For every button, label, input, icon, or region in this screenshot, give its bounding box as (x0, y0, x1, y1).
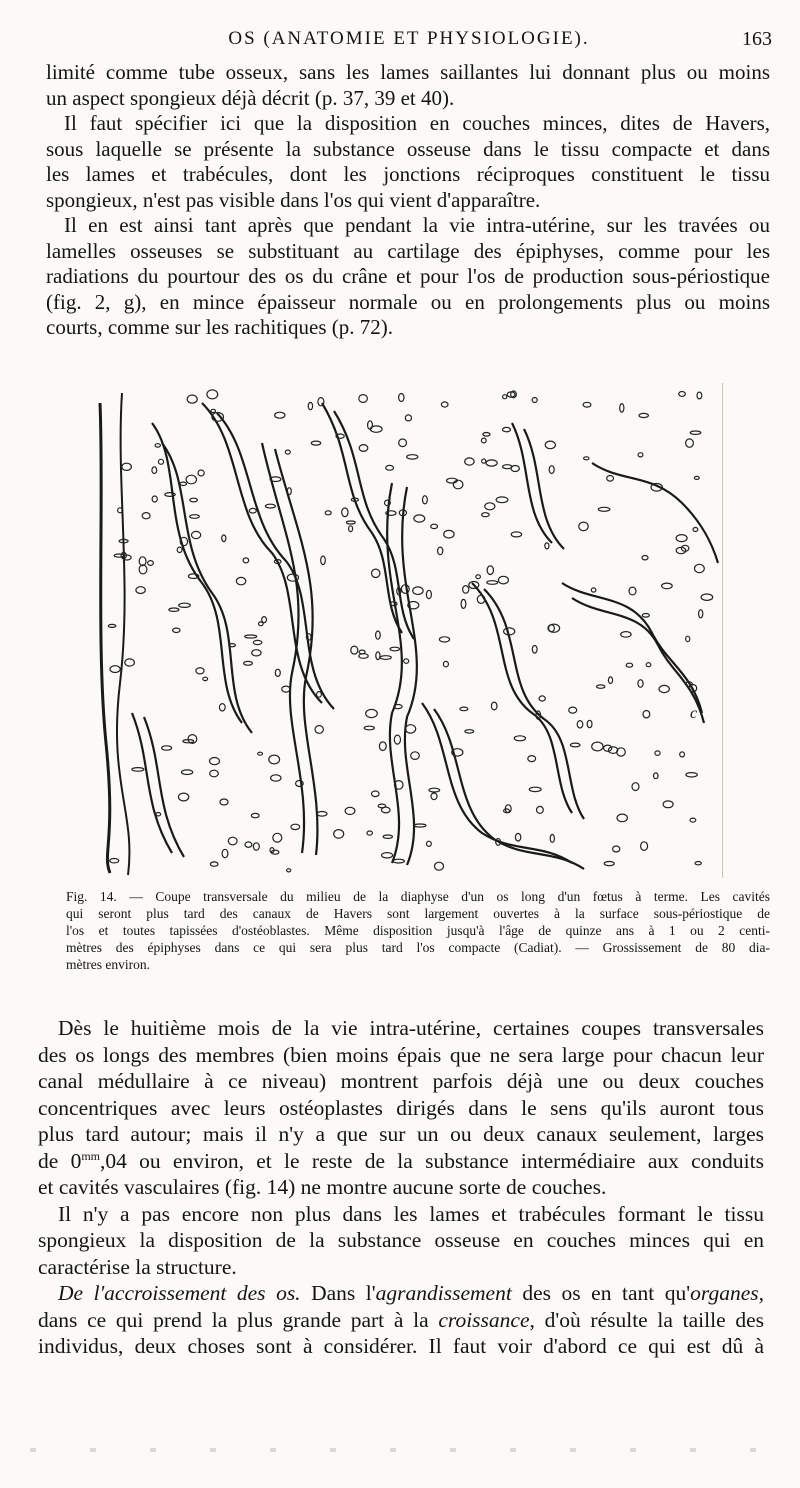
osteoblast-cell (210, 862, 218, 866)
osteoblast-cell (487, 581, 498, 585)
osteoblast-cell (545, 441, 555, 449)
osteoblast-cell (190, 498, 198, 502)
osteoblast-cell (476, 575, 481, 579)
osteoblast-cell (465, 730, 474, 733)
osteoblast-cell (152, 467, 157, 474)
osteoblast-cell (404, 659, 409, 663)
osteoblast-cell (699, 610, 703, 618)
running-title: OS (ANATOMIE ET PHYSIOLOGIE). (228, 28, 590, 49)
osteoblast-cell (662, 583, 673, 589)
osteoblast-cell (378, 804, 386, 808)
osteoblast-cell (695, 564, 705, 572)
osteoblast-cell (203, 677, 208, 680)
osteoblast-cell (282, 686, 290, 692)
osteoblast-cell (591, 588, 596, 592)
osteoblast-cell (577, 721, 583, 728)
text-line: radiations du pourtour des os du crâne et pour l'os de production sous-périostique (46, 264, 770, 288)
osteoblast-cell (604, 745, 612, 751)
osteoblast-cell (156, 813, 161, 816)
osteoblast-cell (219, 704, 225, 711)
osteoblast-cell (431, 793, 437, 800)
text-line: Dès le huitième mois de la vie intra-utérine, certaines coupes transversales (58, 1016, 764, 1040)
osteoblast-cell (503, 395, 507, 399)
osteoblast-cell (394, 735, 400, 744)
osteoblast-cell (549, 466, 554, 474)
osteoblast-cell (187, 395, 197, 403)
osteoblast-cell (271, 775, 281, 781)
osteoblast-cell (285, 450, 290, 454)
osteoblast-cell (139, 557, 146, 566)
osteoblast-cell (444, 530, 454, 538)
osteoblast-cell (607, 476, 614, 482)
osteoblast-cell (643, 711, 650, 718)
osteoblast-cell (690, 818, 696, 822)
osteoblast-cell (342, 508, 348, 517)
osteoblast-cell (198, 470, 204, 476)
osteoblast-cell (269, 755, 280, 764)
osteoblast-cell (245, 842, 252, 847)
osteoblast-cell (604, 862, 614, 866)
osteoblast-cell (345, 807, 355, 814)
osteoblast-cell (317, 692, 322, 698)
osteoblast-cell (349, 526, 353, 532)
osteoblast-cell (515, 833, 520, 841)
osteoblast-cell (275, 669, 280, 676)
osteoblast-cell (632, 783, 639, 791)
text-line: les lames et trabécules, dont les jonctions réciproques constituent le tissu (46, 162, 770, 186)
osteoblast-cell (253, 843, 259, 850)
osteoblast-cell (431, 524, 438, 528)
text-line: De l'accroissement des os. Dans l'agrandissement des os en tant qu'organes, (58, 1281, 764, 1305)
osteoblast-cell (380, 656, 391, 660)
text-line: des os longs des membres (bien moins épais que ne sera large pour chacun leur (38, 1042, 764, 1067)
osteoblast-cell (273, 833, 282, 842)
osteoblast-cell (539, 696, 545, 701)
osteoblast-cell (598, 507, 610, 511)
osteoblast-cell (182, 770, 193, 775)
osteoblast-cell (629, 587, 636, 595)
osteoblast-cell (390, 647, 399, 651)
osteoblast-cell (438, 547, 443, 555)
osteoblast-cell (503, 465, 512, 469)
osteoblast-cell (177, 547, 182, 552)
osteoblast-cell (532, 398, 537, 403)
osteoblast-cell (441, 402, 448, 407)
osteoblast-cell (152, 496, 157, 502)
osteoblast-cell (321, 556, 326, 565)
osteoblast-cell (244, 661, 253, 665)
osteoblast-cell (275, 412, 285, 418)
osteoblast-cell (695, 862, 701, 865)
osteoblast-cell (110, 859, 119, 863)
osteoblast-cell (211, 409, 216, 412)
osteoblast-cell (597, 685, 605, 688)
osteoblast-cell (252, 650, 261, 656)
osteoblast-cell (465, 458, 474, 465)
bone-section-drawing (92, 383, 722, 878)
page-footer-marks (30, 1448, 770, 1452)
osteoblast-cell (359, 395, 368, 403)
osteoblast-cell (253, 640, 262, 644)
osteoblast-cell (511, 532, 521, 537)
osteoblast-cell (435, 862, 444, 870)
osteoblast-cell (207, 390, 218, 399)
osteoblast-cell (346, 521, 355, 524)
osteoblast-cell (537, 806, 544, 813)
osteoblast-cell (265, 504, 275, 508)
caption-line: mètres des épiphyses dans ce qui sera plus tard l'os compacte (Cadiat). — Grossissement de 80 dia- (66, 940, 770, 955)
osteoblast-cell (386, 465, 394, 470)
osteoblast-cell (638, 680, 643, 688)
osteoblast-cell (439, 637, 449, 642)
osteoblast-cell (180, 482, 187, 485)
osteoblast-cell (414, 515, 425, 522)
osteoblast-cell (382, 853, 393, 858)
osteoblast-cell (125, 659, 135, 666)
osteoblast-cell (155, 444, 160, 447)
osteoblast-cell (148, 561, 154, 566)
osteoblast-cell (367, 831, 372, 835)
osteoblast-cell (532, 646, 537, 654)
osteoblast-cell (686, 439, 694, 447)
caption-line: qui seront plus tard des canaux de Havers sont largement ouvertes à la surface sous-périostique de (66, 906, 770, 921)
caption-line: l'os et toutes tapissées d'ostéoblastes. Même disposition jusqu'à l'âge de quinze ans à 1 ou 2 centi- (66, 923, 770, 938)
osteoblast-cell (608, 747, 617, 754)
osteoblast-cell (680, 752, 685, 757)
osteoblast-cell (461, 599, 466, 608)
osteoblast-cell (287, 869, 291, 872)
osteoblast-cell (486, 460, 497, 466)
text-line: plus tard autour; mais il n'y a que sur un ou deux canaux seulement, larges (38, 1122, 764, 1146)
osteoblast-cell (383, 835, 392, 838)
osteoblast-cell (587, 720, 592, 727)
text-line: dans ce qui prend la plus grande part à la croissance, d'où résulte la taille des (38, 1307, 764, 1332)
osteoblast-cell (110, 666, 120, 673)
page-header (46, 28, 772, 54)
osteoblast-cell (287, 574, 298, 581)
caption-line: Fig. 14. — Coupe transversale du milieu de la diaphyse d'un os long d'un fœtus à terme. Les cavités (66, 889, 770, 904)
osteoblast-cell (334, 830, 344, 839)
osteoblast-cell (311, 441, 320, 445)
osteoblast-cell (545, 543, 549, 549)
osteoblast-cell (613, 846, 620, 852)
osteoblast-cell (626, 663, 632, 667)
osteoblast-cell (638, 453, 643, 457)
osteoblast-cell (659, 685, 669, 692)
osteoblast-cell (592, 742, 603, 751)
text-line: un aspect spongieux déjà décrit (p. 37, 39 et 40). (46, 85, 455, 110)
top-text-block (46, 60, 770, 341)
osteoblast-cell (291, 824, 300, 829)
osteoblast-cell (376, 631, 381, 639)
osteoblast-cell (132, 768, 144, 772)
osteoblast-cell (463, 586, 469, 594)
figure-caption (46, 888, 770, 973)
osteoblast-cell (697, 392, 702, 399)
osteoblast-cell (639, 413, 648, 417)
osteoblast-cell (642, 614, 649, 618)
osteoblast-cell (136, 587, 145, 594)
osteoblast-cell (372, 791, 380, 797)
osteoblast-cell (579, 522, 588, 531)
osteoblast-cell (359, 654, 368, 659)
osteoblast-cell (498, 576, 508, 584)
osteoblast-cell (315, 726, 323, 734)
osteoblast-cell (529, 787, 541, 791)
osteoblast-cell (621, 632, 631, 638)
osteoblast-cell (393, 859, 404, 863)
osteoblast-cell (569, 707, 577, 713)
text-line: canal médullaire à ce niveau) montrent parfois déjà une ou deux couches (38, 1069, 764, 1093)
figure-label: c (690, 705, 698, 722)
osteoblast-cell (317, 812, 327, 817)
osteoblast-cell (287, 488, 291, 495)
osteoblast-cell (503, 427, 511, 431)
text-line: caractérise la structure. (38, 1254, 237, 1279)
osteoblast-cell (364, 726, 374, 730)
osteoblast-cell (482, 513, 490, 517)
osteoblast-cell (482, 459, 486, 463)
osteoblast-cell (245, 635, 257, 638)
osteoblast-cell (429, 788, 440, 792)
osteoblast-cell (169, 608, 179, 611)
osteoblast-cell (318, 398, 324, 406)
text-line: spongieux, n'est pas visible dans l'os qui vient d'apparaître. (46, 187, 541, 212)
osteoblast-cell (399, 439, 407, 447)
text-line: et cavités vasculaires (fig. 14) ne montre aucune sorte de couches. (38, 1175, 607, 1199)
osteoblast-cell (210, 770, 219, 777)
osteoblast-cell (583, 402, 591, 407)
osteoblast-cell (496, 497, 508, 503)
osteoblast-cell (504, 809, 510, 813)
osteoblast-cell (372, 569, 380, 577)
osteoblast-cell (351, 646, 358, 654)
osteoblast-cell (236, 577, 245, 584)
osteoblast-cell (114, 554, 124, 557)
osteoblast-cell (220, 799, 228, 805)
osteoblast-cell (460, 707, 468, 711)
osteoblast-cell (483, 433, 490, 437)
text-line: de $0^{mm},04$ ou environ, et le reste de la substance intermédiaire aux conduits (38, 1148, 764, 1173)
osteoblast-cell (584, 457, 589, 460)
osteoblast-cell (179, 603, 191, 607)
osteoblast-cell (366, 709, 378, 717)
osteoblast-cell (190, 515, 200, 519)
text-line: spongieux la disposition de la substance osseuse en couches minces qui en (38, 1228, 764, 1252)
osteoblast-cell (642, 556, 648, 560)
osteoblast-cell (222, 849, 228, 857)
text-line: Il faut spécifier ici que la disposition en couches minces, dites de Havers, (64, 111, 770, 135)
osteoblast-cell (222, 535, 226, 542)
osteoblast-cell (617, 814, 627, 822)
osteoblast-cell (251, 813, 259, 817)
osteoblast-cell (243, 558, 249, 563)
osteoblast-cell (693, 528, 698, 532)
osteoblast-cell (178, 793, 188, 801)
osteoblast-cell (570, 743, 580, 747)
osteoblast-cell (249, 508, 256, 513)
osteoblast-cell (162, 746, 172, 750)
osteoblast-cell (686, 773, 697, 777)
osteoblast-cell (620, 404, 624, 413)
caption-line: mètres environ. (66, 957, 150, 972)
osteoblast-cell (443, 661, 448, 666)
osteoblast-cell (426, 590, 431, 598)
osteoblast-cell (406, 725, 416, 733)
osteoblast-cell (686, 636, 690, 641)
bottom-text-block (38, 1015, 764, 1360)
osteoblast-cell (694, 476, 699, 479)
osteoblast-cell (108, 624, 116, 627)
osteoblast-cell (405, 415, 411, 421)
osteoblast-cell (646, 663, 651, 667)
text-line: courts, comme sur les rachitiques (p. 72). (46, 315, 393, 339)
osteoblast-cell (258, 752, 263, 755)
text-line: concentriques avec leurs ostéoplastes dirigés dans le sens qu'ils auront tous (38, 1095, 764, 1120)
osteoblast-cell (676, 535, 687, 542)
osteoblast-cell (142, 513, 150, 519)
osteoblast-cell (701, 594, 713, 600)
osteoblast-cell (487, 566, 493, 575)
osteoblast-cell (158, 459, 163, 464)
osteoblast-cell (481, 438, 486, 443)
osteoblast-cell (608, 677, 612, 684)
text-line: Il n'y a pas encore non plus dans les lames et trabécules formant le tissu (58, 1201, 764, 1226)
text-line: limité comme tube osseux, sans les lames saillantes lui donnant plus ou moins (46, 60, 770, 84)
osteoblast-cell (186, 475, 196, 484)
osteoblast-cell (411, 752, 420, 760)
osteoblast-cell (359, 650, 365, 654)
osteoblast-cell (423, 496, 428, 504)
text-line: sous laquelle se présente la substance osseuse dans le tissu compacte et dans (46, 136, 770, 161)
osteoblast-cell (407, 455, 418, 459)
osteoblast-cell (379, 742, 386, 751)
text-line: lamelles osseuses se substituant au cartilage des épiphyses, comme pour les (46, 238, 770, 263)
osteoblast-cell (399, 394, 404, 402)
osteoblast-cell (427, 841, 432, 846)
osteoblast-cell (413, 587, 423, 595)
osteoblast-cell (514, 736, 525, 741)
osteoblast-cell (663, 801, 673, 808)
osteoblast-cell (679, 392, 686, 397)
osteoblast-cell (641, 842, 648, 851)
osteoblast-cell (228, 837, 237, 845)
text-line: individus, deux choses sont à considérer. Il faut voir d'abord ce qui est dû à (38, 1334, 764, 1358)
osteoblast-cell (192, 531, 201, 538)
osteoblast-cell (550, 834, 554, 842)
osteoblast-cell (376, 652, 380, 660)
figure-14-illustration (92, 383, 723, 878)
osteoblast-cell (259, 622, 264, 626)
text-line: (fig. 2, g), en mince épaisseur normale ou en prolongements plus ou moins (46, 289, 770, 314)
osteoblast-cell (690, 431, 701, 434)
osteoblast-cell (655, 751, 660, 755)
osteoblast-cell (196, 668, 204, 674)
osteoblast-cell (491, 702, 497, 710)
osteoblast-cell (173, 628, 180, 632)
osteoblast-cell (359, 445, 368, 452)
osteoblast-cell (122, 463, 132, 470)
osteoblast-cell (485, 503, 495, 510)
osteoblast-cell (139, 565, 147, 574)
osteoblast-cell (654, 773, 659, 779)
text-line: Il en est ainsi tant après que pendant la vie intra-utérine, sur les travées ou (64, 213, 770, 237)
osteoblast-cell (210, 758, 220, 765)
osteoblast-cell (528, 756, 536, 762)
osteoblast-cell (414, 824, 426, 827)
osteoblast-cell (325, 511, 331, 515)
osteoblast-cell (308, 402, 312, 409)
osteoblast-cell (453, 480, 463, 489)
page-number: 163 (742, 28, 772, 50)
